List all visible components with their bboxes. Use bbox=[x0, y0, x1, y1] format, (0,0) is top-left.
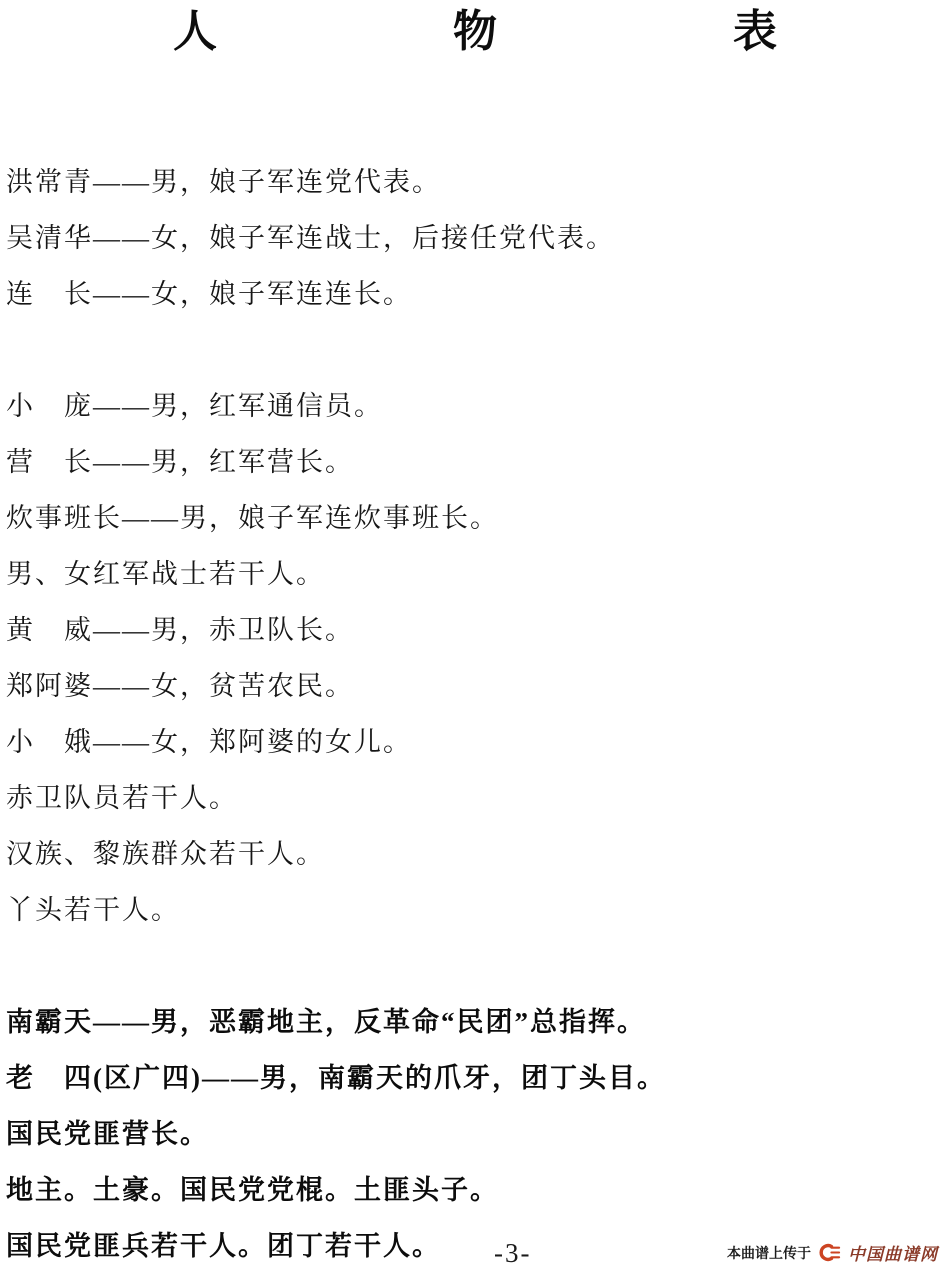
cast-line: 南霸天——男，恶霸地主，反革命“民团”总指挥。 bbox=[6, 1007, 646, 1037]
site-logo-icon bbox=[818, 1243, 841, 1262]
cast-line: 小 娥——女，郑阿婆的女儿。 bbox=[6, 727, 412, 757]
uploader-credit bbox=[727, 1240, 938, 1265]
cast-line: 老 四(区广四)——男，南霸天的爪牙，团丁头目。 bbox=[6, 1063, 666, 1093]
cast-line: 炊事班长——男，娘子军连炊事班长。 bbox=[6, 503, 499, 533]
page-number: -3- bbox=[494, 1238, 532, 1268]
cast-line: 地主。土豪。国民党党棍。土匪头子。 bbox=[6, 1175, 499, 1205]
cast-line: 洪常青——男，娘子军连党代表。 bbox=[6, 167, 441, 197]
cast-line: 国民党匪兵若干人。团丁若干人。 bbox=[6, 1231, 441, 1261]
footer-upload-text: 本曲谱上传于 bbox=[727, 1244, 811, 1261]
cast-line: 吴清华——女，娘子军连战士，后接任党代表。 bbox=[6, 223, 615, 253]
cast-line: 连 长——女，娘子军连连长。 bbox=[6, 279, 412, 309]
cast-group-villains bbox=[6, 1008, 950, 1260]
cast-line: 赤卫队员若干人。 bbox=[6, 783, 238, 813]
cast-line: 郑阿婆——女，贫苦农民。 bbox=[6, 671, 354, 701]
cast-line: 男、女红军战士若干人。 bbox=[6, 559, 325, 589]
footer-site-name: 中国曲谱网 bbox=[848, 1245, 938, 1264]
page-title: 人 物 表 bbox=[173, 7, 873, 56]
cast-line: 营 长——男，红军营长。 bbox=[6, 447, 354, 477]
cast-line: 国民党匪营长。 bbox=[6, 1119, 209, 1149]
cast-line: 黄 威——男，赤卫队长。 bbox=[6, 615, 354, 645]
cast-group-red-army-leads bbox=[6, 168, 950, 308]
cast-line: 汉族、黎族群众若干人。 bbox=[6, 839, 325, 869]
cast-list bbox=[0, 168, 950, 1260]
cast-line: 小 庞——男，红军通信员。 bbox=[6, 391, 383, 421]
cast-line: 丫头若干人。 bbox=[6, 895, 180, 925]
cast-group-supporting bbox=[6, 392, 950, 924]
